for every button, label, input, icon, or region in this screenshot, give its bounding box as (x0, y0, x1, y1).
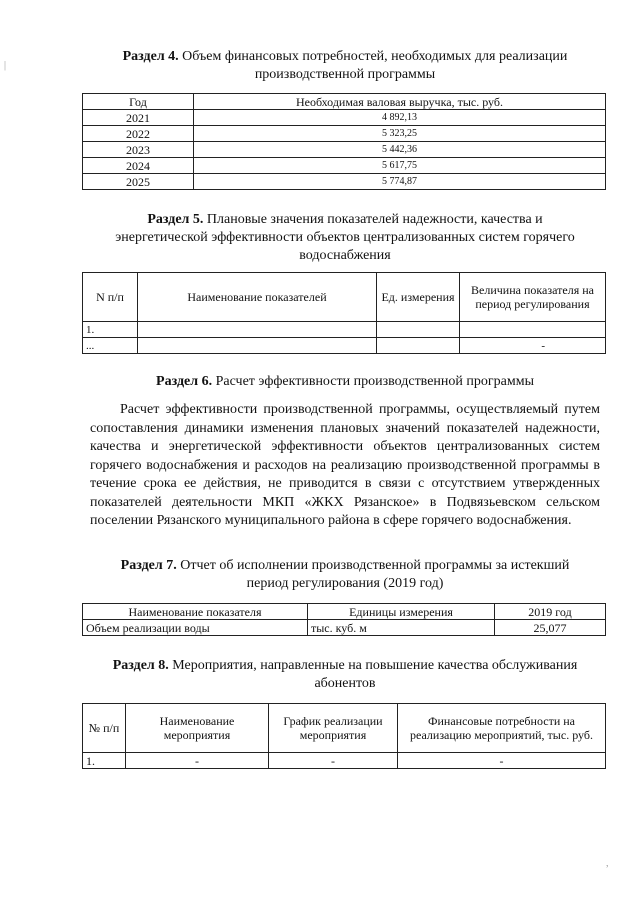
header-indicator: Наименование показателя (83, 604, 308, 620)
section5-title (80, 211, 610, 265)
number-cell: 1. (83, 322, 138, 338)
section4-title-line2: производственной программы (254, 67, 436, 82)
section7-label: Раздел 7. (120, 558, 177, 573)
year-cell: 2023 (83, 142, 194, 158)
header-value: Величина показателя на период регулирования (460, 273, 606, 322)
table-header-row (83, 604, 606, 620)
section7-title-line1: Отчет об исполнении производственной программы за истекший (176, 558, 570, 573)
section4-title-line1: Объем финансовых потребностей, необходимых для реализации (178, 49, 568, 64)
header-year: Год (83, 94, 194, 110)
units-cell: тыс. куб. м (308, 620, 495, 636)
table-header-row (83, 704, 606, 753)
section6-paragraph: Расчет эффективности производственной программы, осуществляемый путем сопоставления динамики изменения плановых значений показателей надежности, качества и энергетической эффективности объектов централизованных систем горячего водоснабжения и расходов на реализацию производственной программы в течение срока ее действия, не приводится в связи с отсутствием утвержденных показателей деятельности МКП «ЖКХ Рязанское» в Подвязьевском сельском поселении Рязанского муниципального района в сфере горячего водоснабжения. (90, 402, 600, 528)
header-units: Единицы измерения (308, 604, 495, 620)
header-revenue: Необходимая валовая выручка, тыс. руб. (194, 94, 606, 110)
financial-needs-cell: - (398, 753, 606, 769)
unit-cell (377, 338, 460, 354)
header-number: № п/п (83, 704, 126, 753)
year-cell: 2024 (83, 158, 194, 174)
table-row (83, 110, 606, 126)
header-measure-name: Наименование мероприятия (126, 704, 269, 753)
section8-title-line1: Мероприятия, направленные на повышение качества обслуживания (168, 658, 578, 673)
table-row (83, 142, 606, 158)
indicator-name-cell (138, 338, 377, 354)
section8-title-line2: абонентов (314, 676, 376, 691)
section6-title-text: Расчет эффективности производственной программы (212, 374, 534, 389)
section8-label: Раздел 8. (112, 658, 169, 673)
value-cell: - (460, 338, 606, 354)
table-row (83, 753, 606, 769)
unit-cell (377, 322, 460, 338)
section7-title (80, 557, 610, 593)
revenue-cell: 5 323,25 (194, 126, 606, 142)
number-cell: ... (83, 338, 138, 354)
indicator-cell: Объем реализации воды (83, 620, 308, 636)
indicator-name-cell (138, 322, 377, 338)
table-header-row (83, 94, 606, 110)
section8-title (80, 657, 610, 693)
table-row (83, 126, 606, 142)
report-table (82, 603, 606, 636)
revenue-cell: 5 774,87 (194, 174, 606, 190)
revenue-cell: 5 617,75 (194, 158, 606, 174)
value-cell (460, 322, 606, 338)
header-unit: Ед. измерения (377, 273, 460, 322)
revenue-cell: 4 892,13 (194, 110, 606, 126)
section5-title-line2: энергетической эффективности объектов централизованных систем горячего (115, 230, 575, 245)
section6-title (80, 373, 610, 391)
table-header-row (83, 273, 606, 322)
header-number: N п/п (83, 273, 138, 322)
section5-label: Раздел 5. (147, 212, 204, 227)
scan-mark: , (606, 858, 609, 869)
header-year-2019: 2019 год (495, 604, 606, 620)
measures-table (82, 703, 606, 769)
section7-title-line2: период регулирования (2019 год) (246, 576, 444, 591)
table-row (83, 158, 606, 174)
revenue-table (82, 93, 606, 190)
scan-mark: | (4, 60, 7, 71)
revenue-cell: 5 442,36 (194, 142, 606, 158)
header-financial-needs: Финансовые потребности на реализацию мероприятий, тыс. руб. (398, 704, 606, 753)
schedule-cell: - (269, 753, 398, 769)
header-schedule: График реализации мероприятия (269, 704, 398, 753)
section4-title (80, 48, 610, 84)
year-cell: 2025 (83, 174, 194, 190)
section5-title-line1: Плановые значения показателей надежности, качества и (203, 212, 543, 227)
number-cell: 1. (83, 753, 126, 769)
year-cell: 2022 (83, 126, 194, 142)
table-row (83, 338, 606, 354)
table-row (83, 620, 606, 636)
section4-label: Раздел 4. (122, 49, 179, 64)
section6-label: Раздел 6. (156, 374, 213, 389)
year-cell: 2021 (83, 110, 194, 126)
indicators-table (82, 272, 606, 354)
section5-title-line3: водоснабжения (299, 248, 391, 263)
table-row (83, 322, 606, 338)
table-row (83, 174, 606, 190)
measure-name-cell: - (126, 753, 269, 769)
value-cell: 25,077 (495, 620, 606, 636)
header-indicator-name: Наименование показателей (138, 273, 377, 322)
